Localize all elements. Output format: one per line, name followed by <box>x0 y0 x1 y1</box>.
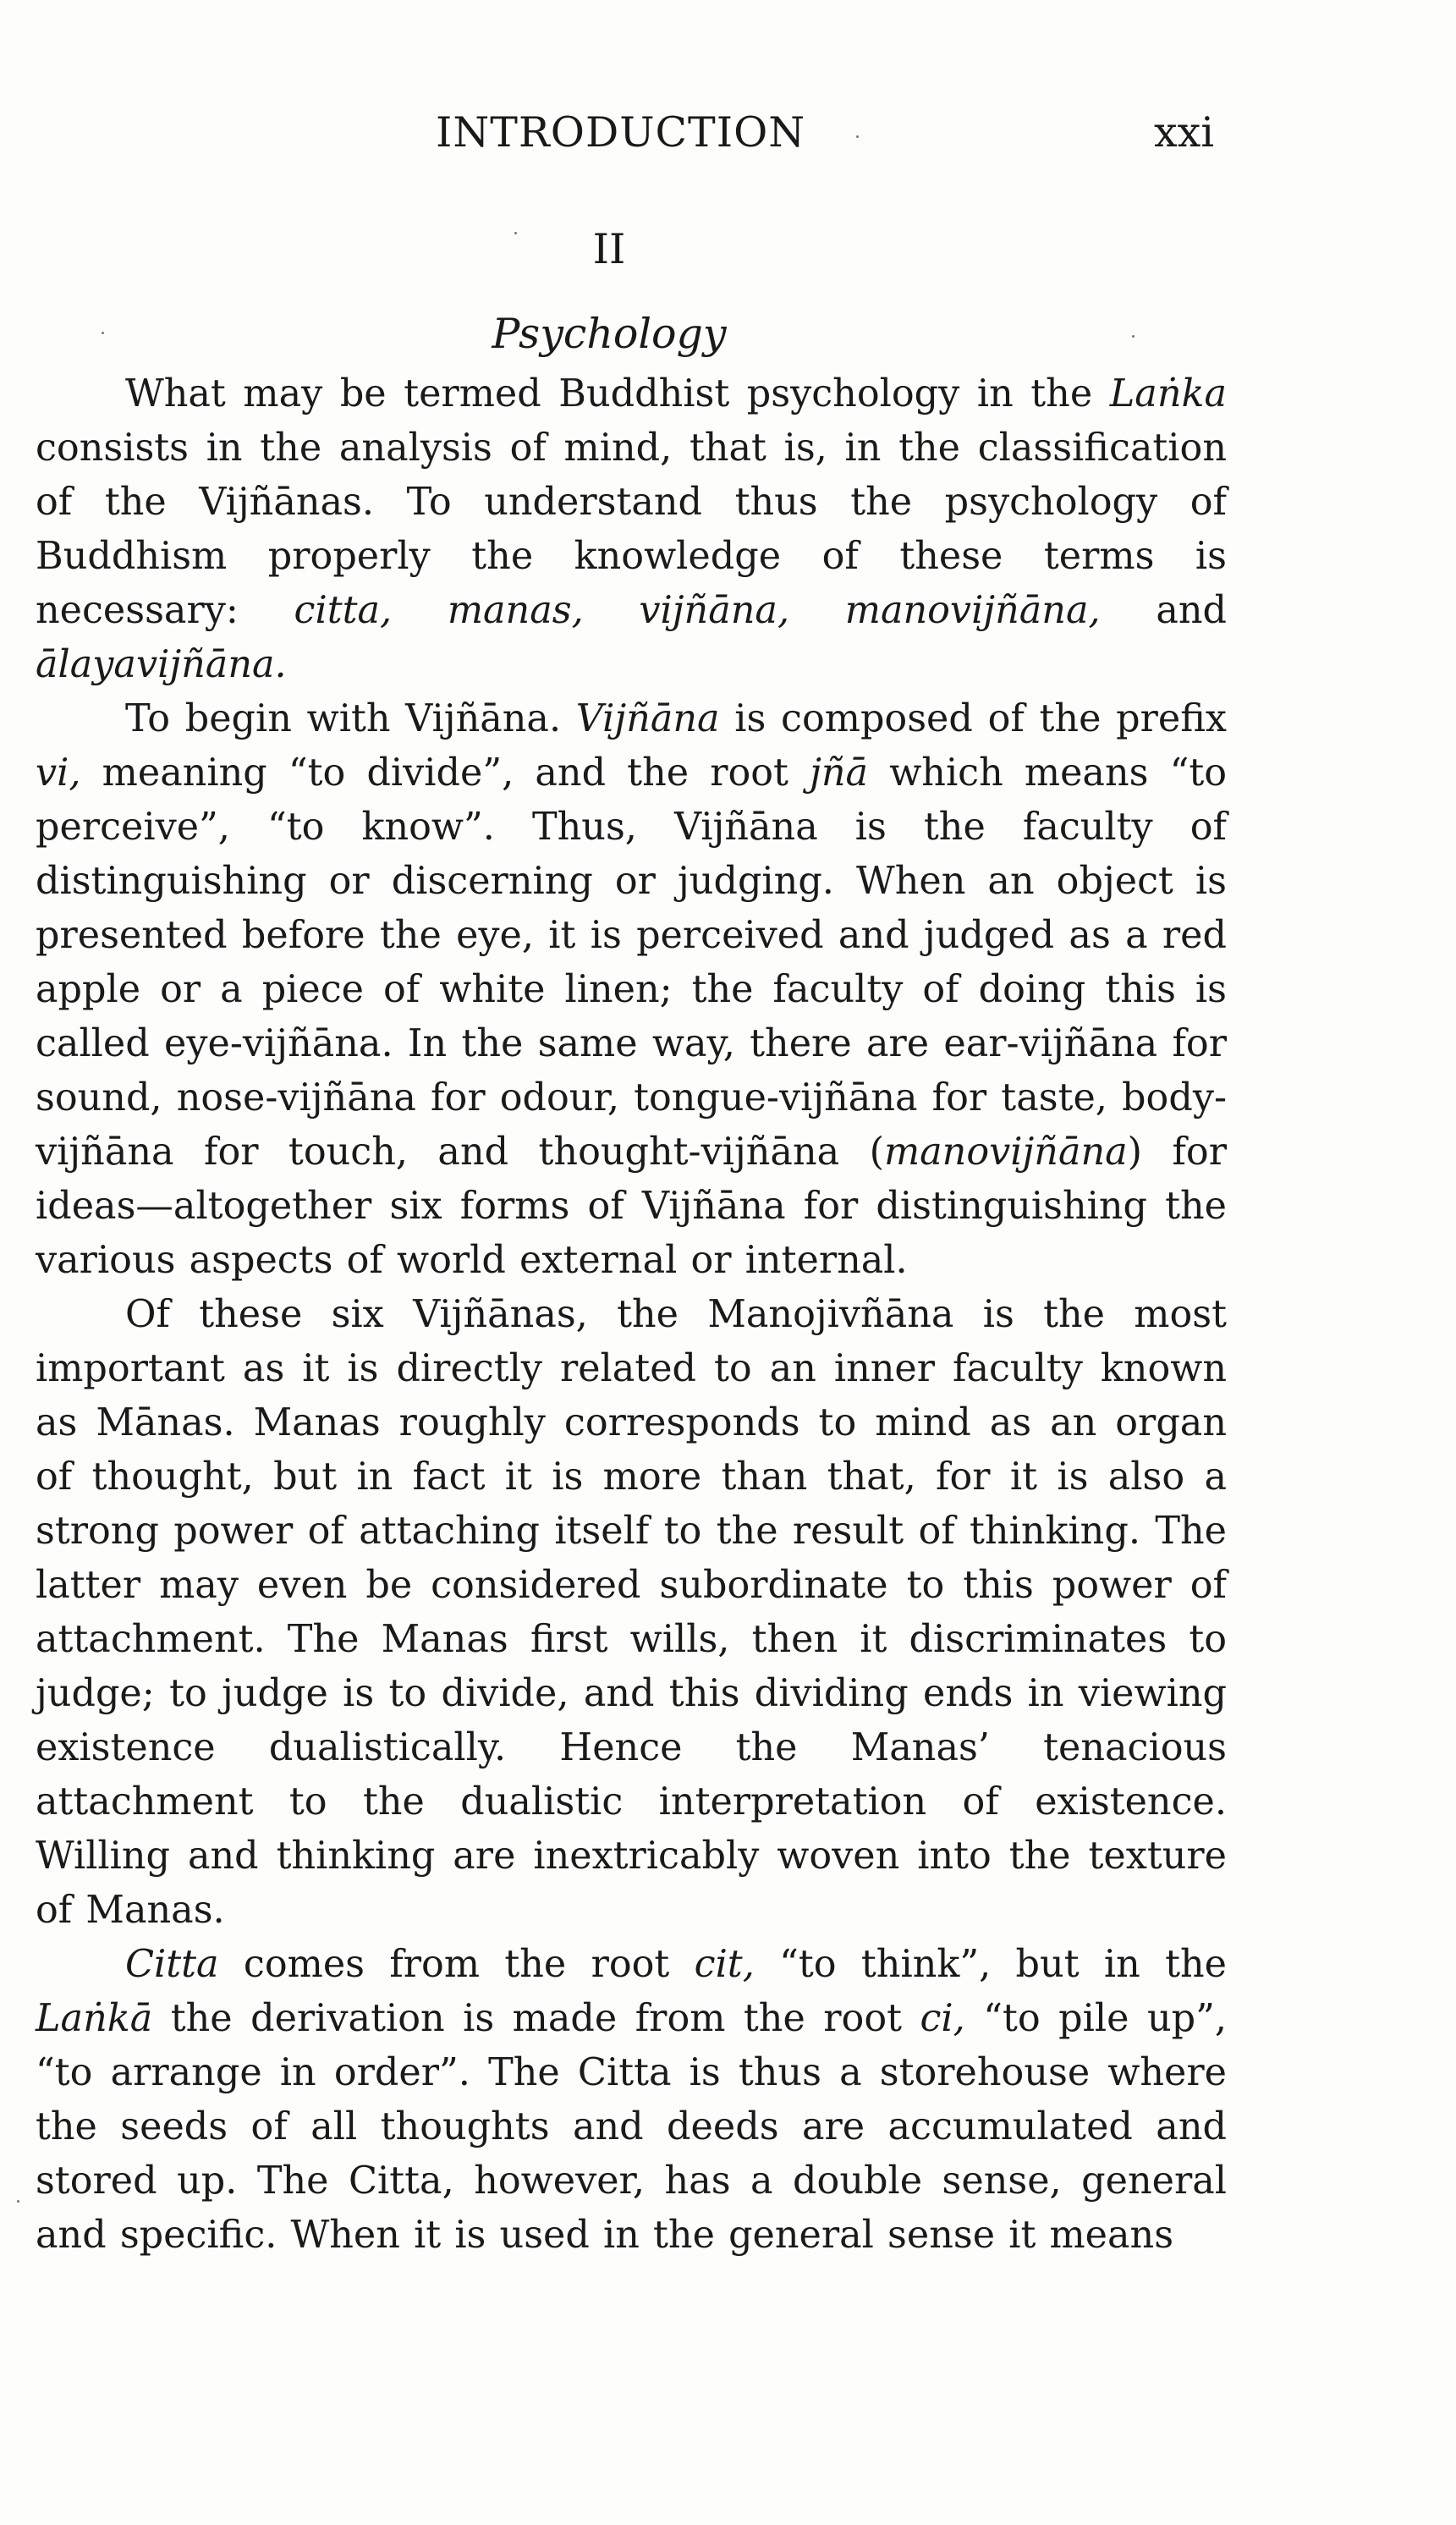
italic-text-run: manovijñāna <box>883 1130 1128 1174</box>
text-run: and <box>1100 589 1227 632</box>
text-run: the derivation is made from the root <box>152 1997 920 2040</box>
text-run: “to think”, but in the <box>754 1943 1228 1986</box>
body-text <box>36 367 1227 2263</box>
text-run: Of these six Vijñānas, the Manojivñāna is the most important as it is directly related to an inner faculty known as Mānas. Manas roughly corresponds to mind as an organ of thought, but in fact it is more than that, for it is also a strong power of attaching itself to the result of thinking. The latter may even be considered subordinate to this power of attachment. The Manas first wills, then it discriminates to judge; to judge is to divide, and this dividing ends in viewing existence dualistically. Hence the Manas’ tenacious attachment to the dualistic interpretation of existence. Willing and thinking are inextricably woven into the texture of Manas. <box>36 1293 1227 1932</box>
section-title: Psychology <box>492 310 727 358</box>
italic-text-run: Citta <box>125 1943 219 1986</box>
print-speck <box>17 2200 19 2203</box>
text-run: What may be termed Buddhist psychology in the <box>125 372 1110 415</box>
text-run: is composed of the prefix <box>719 697 1227 740</box>
italic-text-run: cit, <box>694 1943 755 1986</box>
italic-text-run: Laṅkā <box>36 1997 153 2040</box>
text-run: meaning “to divide”, and the root <box>80 751 810 795</box>
text-run: comes from the root <box>218 1943 695 1986</box>
italic-text-run: citta, manas, vijñāna, manovijñāna, <box>294 589 1101 632</box>
italic-text-run: jñā <box>810 751 869 795</box>
page-number: xxi <box>1154 108 1214 157</box>
text-run: “to pile up”, “to arrange in order”. The Citta is thus a storehouse where the seeds of all thoughts and deeds are accumulated and stored up. The Citta, however, has a double sense, general and specific. When it is used in the general sense it means <box>36 1997 1227 2257</box>
print-speck <box>856 135 859 138</box>
print-speck <box>102 332 104 334</box>
italic-text-run: ālayavijñāna. <box>36 643 287 686</box>
running-head <box>0 108 1456 168</box>
paragraph <box>36 1288 1227 1938</box>
print-speck <box>1132 335 1135 338</box>
text-run: consists in the analysis of mind, that is, in the classification of the Vijñānas. To understand thus the psychology of Buddhism properly the knowledge of these terms is necessary: <box>36 426 1227 632</box>
part-numeral: II <box>592 225 626 273</box>
italic-text-run: ci, <box>920 1997 965 2040</box>
print-speck <box>514 232 517 234</box>
italic-text-run: Vijñāna <box>575 697 720 740</box>
paragraph <box>36 1938 1227 2263</box>
paragraph <box>36 692 1227 1288</box>
text-run: To begin with Vijñāna. <box>125 697 576 740</box>
italic-text-run: Laṅka <box>1109 372 1227 415</box>
italic-text-run: vi, <box>36 751 81 795</box>
running-title: INTRODUCTION <box>436 108 806 157</box>
text-run: ) for ideas—altogether six forms of Vijñāna for distinguishing the various aspects of world external or internal. <box>36 1130 1227 1282</box>
paragraph <box>36 367 1227 692</box>
text-run: which means “to perceive”, “to know”. Thus, Vijñāna is the faculty of distinguishing or discerning or judging. When an object is presented before the eye, it is perceived and judged as a red apple or a piece of white linen; the faculty of doing this is called eye-vijñāna. In the same way, there are ear-vijñāna for sound, nose-vijñāna for odour, tongue-vijñāna for taste, body-vijñāna for touch, and thought-vijñāna ( <box>36 751 1227 1174</box>
